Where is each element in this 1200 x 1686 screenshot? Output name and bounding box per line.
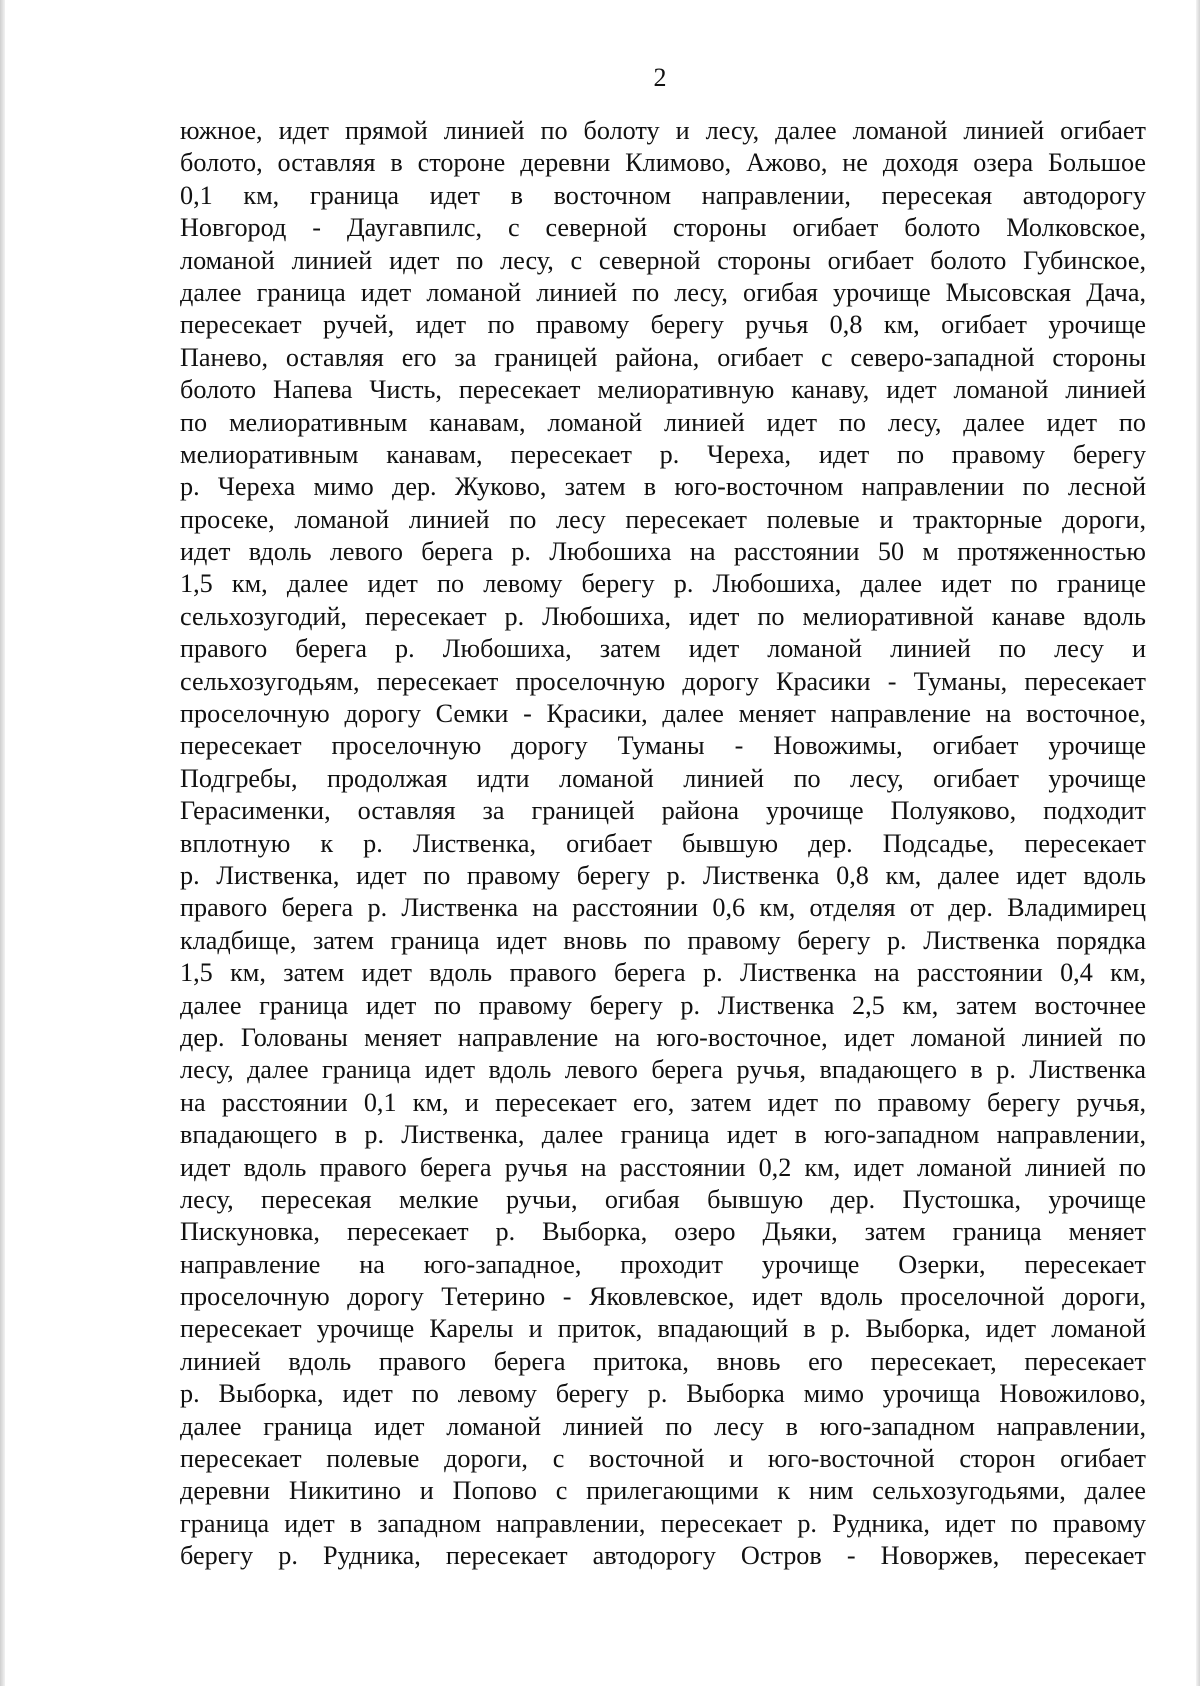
- text-line: Новгород - Даугавпилс, с северной стороны огибает болото Молковское,: [180, 213, 1146, 243]
- text-line: далее граница идет ломаной линией по лесу в юго-западном направлении,: [180, 1411, 1146, 1441]
- text-line: проселочную дорогу Тетерино - Яковлевское, идет вдоль проселочной дороги,: [180, 1282, 1146, 1312]
- text-line: линией вдоль правого берега притока, вновь его пересекает, пересекает: [180, 1346, 1146, 1376]
- text-line: идет вдоль левого берега р. Любошиха на расстоянии 50 м протяженностью: [180, 537, 1146, 567]
- text-line: лесу, далее граница идет вдоль левого берега ручья, впадающего в р. Лиственка: [180, 1055, 1146, 1085]
- text-line: граница идет в западном направлении, пересекает р. Рудника, идет по правому: [180, 1508, 1146, 1538]
- text-line: сельхозугодьям, пересекает проселочную дорогу Красики - Туманы, пересекает: [180, 666, 1146, 696]
- text-line: направление на юго-западное, проходит урочище Озерки, пересекает: [180, 1249, 1146, 1279]
- text-line: по мелиоративным канавам, ломаной линией идет по лесу, далее идет по: [180, 407, 1146, 437]
- page-number: 2: [653, 63, 667, 92]
- text-line: 0,1 км, граница идет в восточном направлении, пересекая автодорогу: [180, 180, 1146, 210]
- text-line: проселочную дорогу Семки - Красики, далее меняет направление на восточное,: [180, 699, 1146, 729]
- text-line: впадающего в р. Лиственка, далее граница идет в юго-западном направлении,: [180, 1120, 1146, 1150]
- text-line: правого берега р. Любошиха, затем идет ломаной линией по лесу и: [180, 634, 1146, 664]
- text-line: ломаной линией идет по лесу, с северной стороны огибает болото Губинское,: [180, 245, 1146, 275]
- text-line: 1,5 км, затем идет вдоль правого берега р. Лиственка на расстоянии 0,4 км,: [180, 958, 1146, 988]
- text-line: р. Череха мимо дер. Жуково, затем в юго-восточном направлении по лесной: [180, 472, 1146, 502]
- text-line: Пискуновка, пересекает р. Выборка, озеро Дьяки, затем граница меняет: [180, 1217, 1146, 1247]
- text-line: правого берега р. Лиственка на расстоянии 0,6 км, отделяя от дер. Владимирец: [180, 893, 1146, 923]
- text-line: пересекает урочище Карелы и приток, впадающий в р. Выборка, идет ломаной: [180, 1314, 1146, 1344]
- text-line: болото, оставляя в стороне деревни Климово, Ажово, не доходя озера Большое: [180, 148, 1146, 178]
- text-line: мелиоративным канавам, пересекает р. Череха, идет по правому берегу: [180, 439, 1146, 469]
- text-line: Панево, оставляя его за границей района, огибает с северо-западной стороны: [180, 342, 1146, 372]
- text-line: кладбище, затем граница идет вновь по правому берегу р. Лиственка порядка: [180, 925, 1146, 955]
- text-line: лесу, пересекая мелкие ручьи, огибая бывшую дер. Пустошка, урочище: [180, 1184, 1146, 1214]
- text-line: дер. Голованы меняет направление на юго-восточное, идет ломаной линией по: [180, 1022, 1146, 1052]
- scan-edge-left: [0, 0, 5, 1686]
- text-line: р. Выборка, идет по левому берегу р. Выборка мимо урочища Новожилово,: [180, 1379, 1146, 1409]
- text-line: 1,5 км, далее идет по левому берегу р. Любошиха, далее идет по границе: [180, 569, 1146, 599]
- text-line: р. Лиственка, идет по правому берегу р. Лиственка 0,8 км, далее идет вдоль: [180, 860, 1146, 890]
- text-line: пересекает ручей, идет по правому берегу ручья 0,8 км, огибает урочище: [180, 310, 1146, 340]
- text-line: далее граница идет по правому берегу р. Лиственка 2,5 км, затем восточнее: [180, 990, 1146, 1020]
- text-line: вплотную к р. Лиственка, огибает бывшую дер. Подсадье, пересекает: [180, 828, 1146, 858]
- text-line: Герасименки, оставляя за границей района урочище Полуяково, подходит: [180, 796, 1146, 826]
- text-line: Подгребы, продолжая идти ломаной линией по лесу, огибает урочище: [180, 763, 1146, 793]
- text-line: далее граница идет ломаной линией по лесу, огибая урочище Мысовская Дача,: [180, 277, 1146, 307]
- text-line: идет вдоль правого берега ручья на расстоянии 0,2 км, идет ломаной линией по: [180, 1152, 1146, 1182]
- text-line: на расстоянии 0,1 км, и пересекает его, затем идет по правому берегу ручья,: [180, 1087, 1146, 1117]
- text-line: пересекает полевые дороги, с восточной и юго-восточной сторон огибает: [180, 1444, 1146, 1474]
- text-line: пересекает проселочную дорогу Туманы - Новожимы, огибает урочище: [180, 731, 1146, 761]
- scan-edge-right: [1196, 0, 1200, 1686]
- text-line: деревни Никитино и Попово с прилегающими к ним сельхозугодьями, далее: [180, 1476, 1146, 1506]
- text-line: берегу р. Рудника, пересекает автодорогу Остров - Новоржев, пересекает: [180, 1541, 1146, 1571]
- text-line: южное, идет прямой линией по болоту и лесу, далее ломаной линией огибает: [180, 116, 1146, 145]
- text-line: сельхозугодий, пересекает р. Любошиха, идет по мелиоративной канаве вдоль: [180, 601, 1146, 631]
- text-line: просеке, ломаной линией по лесу пересекает полевые и тракторные дороги,: [180, 504, 1146, 534]
- text-line: болото Напева Чисть, пересекает мелиоративную канаву, идет ломаной линией: [180, 375, 1146, 405]
- body-text: [180, 115, 1146, 1573]
